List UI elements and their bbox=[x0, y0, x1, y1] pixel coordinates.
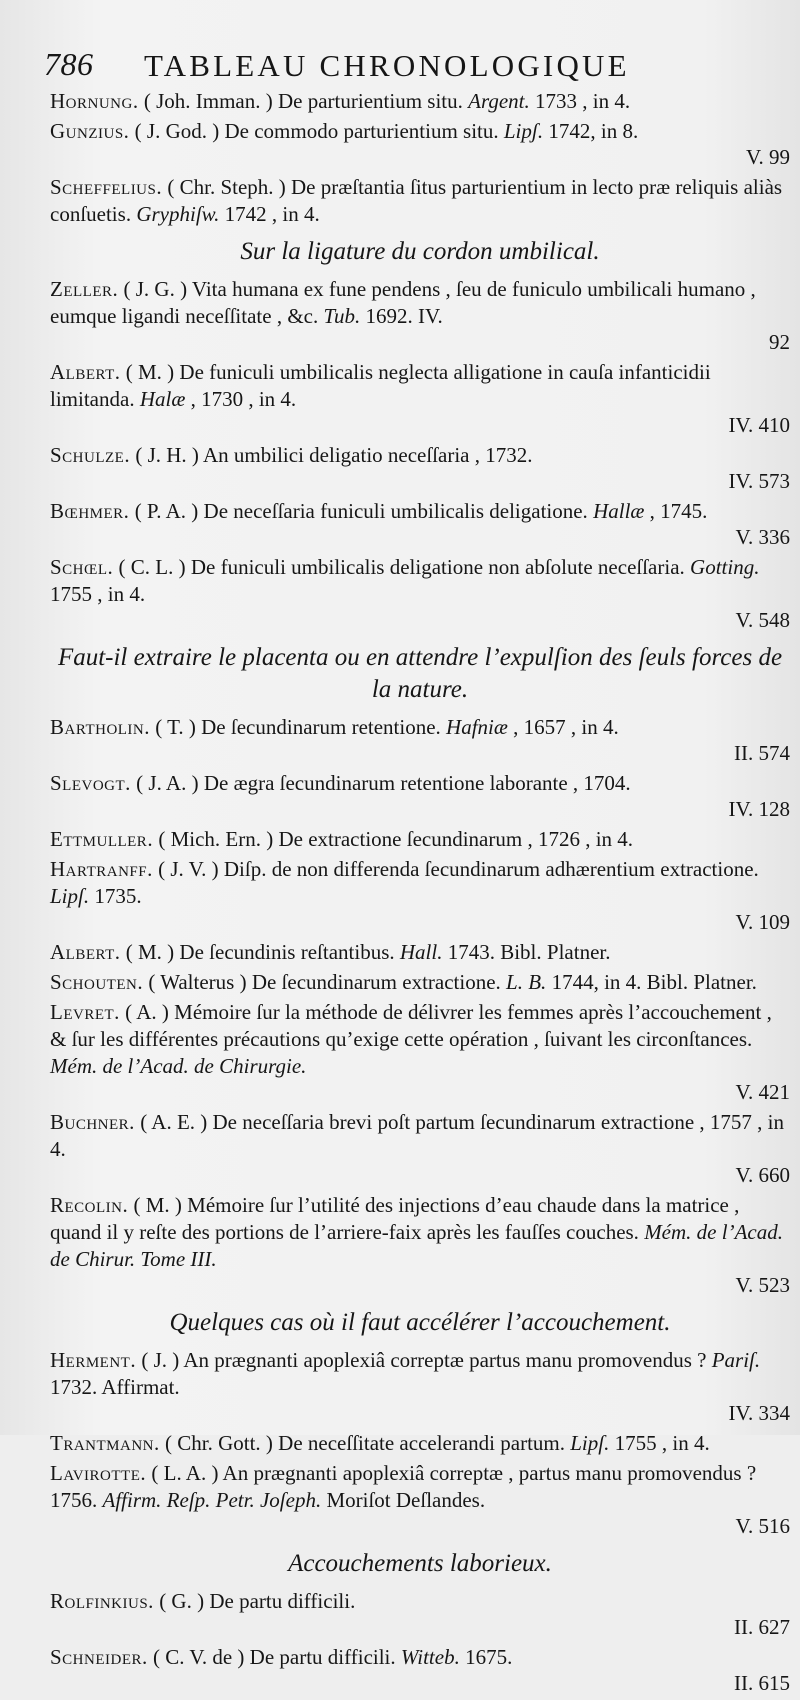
entry-tail: 1692. IV. bbox=[365, 304, 443, 328]
entry-imprint: Mém. de l’Acad. de Chirurgie. bbox=[50, 1054, 307, 1078]
entry-body: ( A. E. ) De neceſſaria brevi poſt partum ſecundinarum extractione , 1757 , in 4. bbox=[50, 1110, 784, 1161]
entry-reference: 92 bbox=[769, 330, 790, 354]
entry-tail: 1743. Bibl. Platner. bbox=[447, 940, 611, 964]
entry-author: Albert. bbox=[50, 360, 121, 384]
entry-reference: V. 421 bbox=[735, 1080, 790, 1104]
entry-body: ( M. ) De funiculi umbilicalis neglecta alligatione in cauſa infanticidii limitanda. bbox=[50, 360, 711, 411]
bibliography-entry bbox=[50, 276, 790, 356]
entry-body: ( Chr. Steph. ) De præſtantia ſitus parturientium in lecto præ reliquis aliàs conſuetis. bbox=[50, 175, 783, 226]
entry-tail: 1742, in 8. bbox=[548, 119, 639, 143]
entry-tail: 1732. Affirmat. bbox=[50, 1375, 180, 1399]
entry-imprint: Hall. bbox=[399, 940, 443, 964]
entry-author: Bartholin. bbox=[50, 715, 151, 739]
entry-body: ( M. ) De ſecundinis reſtantibus. bbox=[125, 940, 395, 964]
entry-body: ( T. ) De ſecundinarum retentione. bbox=[155, 715, 441, 739]
entry-imprint: Halæ bbox=[139, 387, 186, 411]
entry-author: Rolfinkius. bbox=[50, 1589, 154, 1613]
entry-reference: V. 548 bbox=[735, 608, 790, 632]
bibliography-entry bbox=[50, 359, 790, 439]
entry-imprint: Lipʃ. bbox=[503, 119, 544, 143]
entry-author: Recolin. bbox=[50, 1193, 129, 1217]
entry-body: ( Walterus ) De ſecundinarum extractione. bbox=[148, 970, 501, 994]
page-header bbox=[44, 42, 764, 86]
bibliography-entry bbox=[50, 1588, 790, 1641]
bibliography-entry bbox=[50, 1460, 790, 1540]
entry-tail: 1733 , in 4. bbox=[535, 89, 631, 113]
entry-reference: V. 99 bbox=[746, 145, 790, 169]
entry-body: ( C. L. ) De funiculi umbilicalis deligatione non abſolute neceſſaria. bbox=[118, 555, 685, 579]
bibliography-entry bbox=[50, 714, 790, 767]
entry-tail: Moriſot Deſlandes. bbox=[326, 1488, 486, 1512]
bibliography-entry bbox=[50, 770, 790, 823]
entry-body: ( J. A. ) De ægra ſecundinarum retentione laborante , 1704. bbox=[136, 771, 631, 795]
entry-author: Albert. bbox=[50, 940, 121, 964]
section-title: Sur la ligature du cordon umbilical. bbox=[240, 238, 600, 265]
entry-tail: , 1657 , in 4. bbox=[513, 715, 619, 739]
entry-body: ( G. ) De partu difficili. bbox=[159, 1589, 356, 1613]
entry-author: Scheffelius. bbox=[50, 175, 163, 199]
bibliography-entry bbox=[50, 1644, 790, 1697]
bibliography-entry bbox=[50, 118, 790, 171]
entry-tail: 1744, in 4. Bibl. Platner. bbox=[551, 970, 757, 994]
entry-author: Levret. bbox=[50, 1000, 120, 1024]
bibliography-entry bbox=[50, 554, 790, 634]
bibliography-entry bbox=[50, 442, 790, 495]
bibliography-entry bbox=[50, 969, 790, 996]
entry-body: ( Joh. Imman. ) De parturientium situ. bbox=[143, 89, 463, 113]
entry-body: ( J. ) An prægnanti apoplexiâ correptæ partus manu promovendus ? bbox=[141, 1348, 707, 1372]
bibliography-content bbox=[50, 88, 790, 1700]
entry-body: ( A. ) Mémoire ſur la méthode de délivrer les femmes après l’accouchement , & ſur les différentes précautions qu’exige cette opération , ſuivant les circonſtances. bbox=[50, 1000, 772, 1051]
bibliography-entry bbox=[50, 88, 790, 115]
entry-imprint: Pariſ. bbox=[711, 1348, 761, 1372]
section-title: Faut-il extraire le placenta ou en attendre l’expulſion des ſeuls forces de la nature. bbox=[57, 644, 783, 703]
entry-body: ( J. V. ) Diſp. de non differenda ſecundinarum adhærentium extractione. bbox=[158, 857, 759, 881]
entry-reference: II. 615 bbox=[734, 1671, 790, 1695]
entry-body: ( Chr. Gott. ) De neceſſitate accelerandi partum. bbox=[165, 1431, 565, 1455]
entry-reference: V. 109 bbox=[735, 910, 790, 934]
section-title: Accouchements laborieux. bbox=[288, 1550, 552, 1577]
entry-author: Hornung. bbox=[50, 89, 139, 113]
bibliography-entry bbox=[50, 174, 790, 228]
entry-reference: II. 627 bbox=[734, 1615, 790, 1639]
entry-author: Trantmann. bbox=[50, 1431, 160, 1455]
entry-tail: 1755 , in 4. bbox=[50, 582, 146, 606]
entry-tail: , 1730 , in 4. bbox=[190, 387, 297, 411]
entry-body: ( P. A. ) De neceſſaria funiculi umbilicalis deligatione. bbox=[134, 499, 588, 523]
entry-author: Buchner. bbox=[50, 1110, 135, 1134]
bibliography-entry bbox=[50, 498, 790, 551]
entry-author: Hartranff. bbox=[50, 857, 153, 881]
entry-body: ( J. God. ) De commodo parturientium situ. bbox=[134, 119, 499, 143]
bibliography-entry bbox=[50, 999, 790, 1106]
entry-tail: 1742 , in 4. bbox=[224, 202, 320, 226]
entry-author: Schouten. bbox=[50, 970, 144, 994]
bibliography-entry bbox=[50, 1192, 790, 1299]
entry-imprint: Hafniæ bbox=[446, 715, 508, 739]
entry-author: Bœhmer. bbox=[50, 499, 130, 523]
entry-body: ( M. ) Mémoire ſur l’utilité des injections d’eau chaude dans la matrice , quand il y reſte des portions de l’arriere-faix après les fauſſes couches. bbox=[50, 1193, 740, 1244]
entry-author: Schneider. bbox=[50, 1645, 148, 1669]
entry-imprint: Mém. de l’Acad. de Chirur. Tome III. bbox=[50, 1220, 783, 1271]
entry-imprint: Gryphiſw. bbox=[136, 202, 220, 226]
bibliography-entry bbox=[50, 1347, 790, 1427]
entry-tail: 1755 , in 4. bbox=[614, 1431, 710, 1455]
bibliography-entry bbox=[50, 1109, 790, 1189]
entry-tail: 1735. bbox=[94, 884, 142, 908]
bibliography-entry bbox=[50, 1430, 790, 1457]
entry-imprint: Gotting. bbox=[690, 555, 760, 579]
entry-reference: IV. 573 bbox=[728, 469, 790, 493]
entry-author: Ettmuller. bbox=[50, 827, 154, 851]
section-title: Quelques cas où il faut accélérer l’accouchement. bbox=[169, 1309, 671, 1336]
entry-imprint: Hallæ bbox=[593, 499, 645, 523]
entry-body: ( J. G. ) Vita humana ex fune pendens , ſeu de funiculo umbilicali humano , eumque ligandi neceſſitate , &c. bbox=[50, 277, 756, 328]
entry-author: Lavirotte. bbox=[50, 1461, 147, 1485]
entry-body: ( Mich. Ern. ) De extractione ſecundinarum , 1726 , in 4. bbox=[158, 827, 634, 851]
entry-reference: IV. 128 bbox=[728, 797, 790, 821]
entry-imprint: Lipſ. bbox=[570, 1431, 610, 1455]
entry-author: Slevogt. bbox=[50, 771, 131, 795]
bibliography-entry bbox=[50, 826, 790, 853]
entry-body: ( L. A. ) An prægnanti apoplexiâ correptæ , partus manu promovendus ? 1756. bbox=[50, 1461, 757, 1512]
entry-reference: II. 574 bbox=[734, 741, 790, 765]
bibliography-entry bbox=[50, 856, 790, 936]
entry-reference: IV. 410 bbox=[728, 413, 790, 437]
entry-author: Schulze. bbox=[50, 443, 131, 467]
entry-reference: V. 523 bbox=[735, 1273, 790, 1297]
entry-imprint: Tub. bbox=[323, 304, 361, 328]
page-number: 786 bbox=[44, 46, 94, 82]
entry-tail: 1675. bbox=[465, 1645, 513, 1669]
entry-imprint: Affirm. Reſp. Petr. Joſeph. bbox=[102, 1488, 322, 1512]
entry-body: ( C. V. de ) De partu difficili. bbox=[153, 1645, 396, 1669]
entry-author: Schœl. bbox=[50, 555, 114, 579]
entry-imprint: Lipſ. bbox=[50, 884, 90, 908]
entry-imprint: Witteb. bbox=[400, 1645, 460, 1669]
entry-reference: V. 336 bbox=[735, 525, 790, 549]
entry-reference: V. 660 bbox=[735, 1163, 790, 1187]
entry-imprint: Argent. bbox=[468, 89, 530, 113]
entry-reference: V. 516 bbox=[735, 1514, 790, 1538]
entry-tail: , 1745. bbox=[649, 499, 708, 523]
entry-author: Gunzius. bbox=[50, 119, 130, 143]
entry-body: ( J. H. ) An umbilici deligatio neceſſaria , 1732. bbox=[135, 443, 533, 467]
entry-imprint: L. B. bbox=[506, 970, 547, 994]
entry-author: Herment. bbox=[50, 1348, 137, 1372]
running-head: TABLEAU CHRONOLOGIQUE bbox=[144, 48, 630, 83]
entry-reference: IV. 334 bbox=[728, 1401, 790, 1425]
entry-author: Zeller. bbox=[50, 277, 119, 301]
bibliography-entry bbox=[50, 939, 790, 966]
